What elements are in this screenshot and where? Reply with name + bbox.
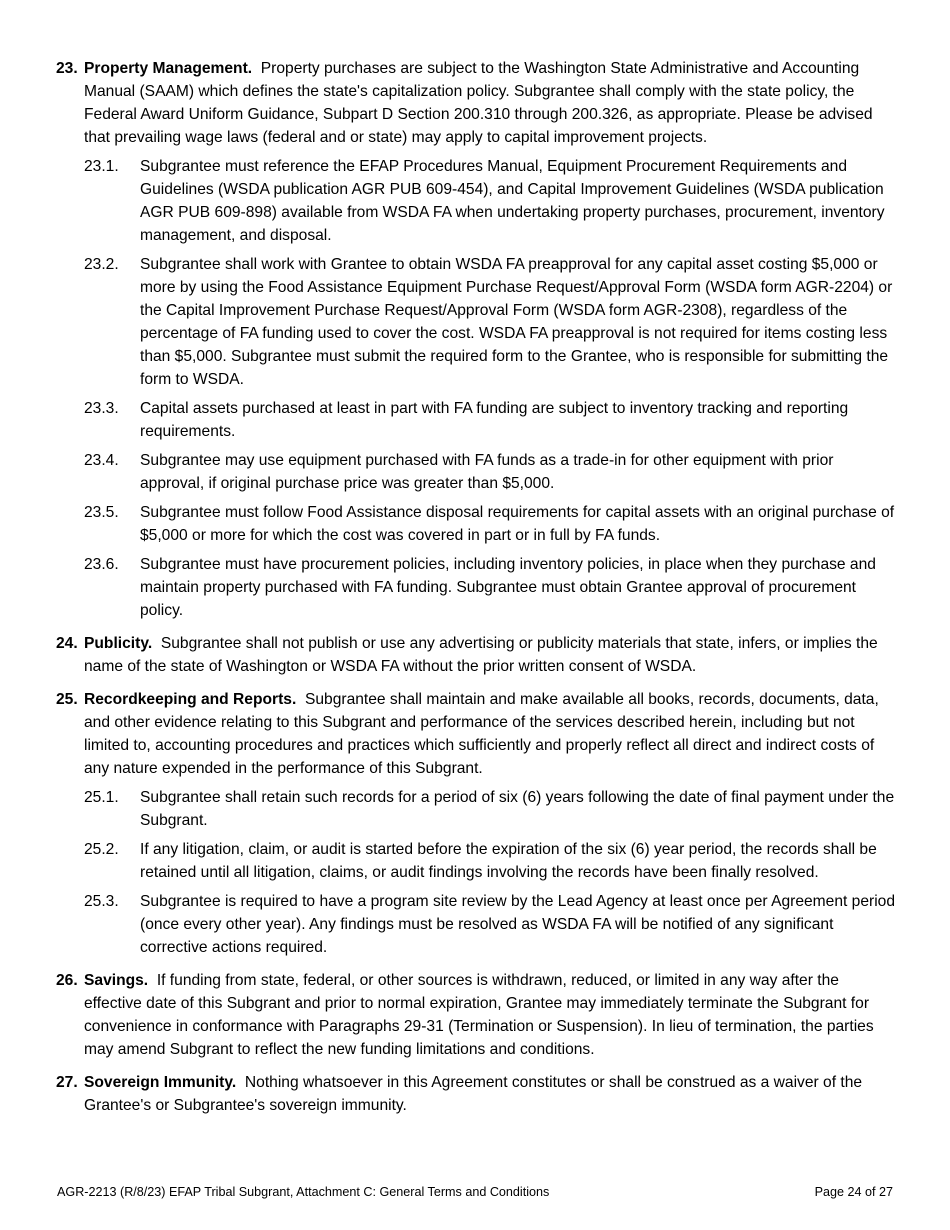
section-body [84, 969, 898, 1061]
section-text: Subgrantee shall maintain and make available all books, records, documents, data, and other evidence relating to this Subgrant and performance of the services described herein, including but not limited to, accounting procedures and practices which sufficiently and properly reflect all direct and indirect costs of any nature expended in the performance of this Subgrant. [84, 691, 879, 777]
subsection-text: If any litigation, claim, or audit is started before the expiration of the six (6) year period, the records shall be retained until all litigation, claims, or audit findings involving the records have been finally resolved. [140, 841, 877, 881]
section-text: Nothing whatsoever in this Agreement constitutes or shall be construed as a waiver of the Grantee's or Subgrantee's sovereign immunity. [84, 1074, 863, 1114]
section-number: 24. [56, 635, 78, 652]
section-text: Property purchases are subject to the Washington State Administrative and Accounting Manual (SAAM) which defines the state's capitalization policy. Subgrantee shall comply with the state policy, the Federal Award Uniform Guidance, Subpart D Section 200.310 through 200.326, as appropriate. Please be advised that prevailing wage laws (federal and or state) may apply to capital improvement projects. [84, 60, 873, 146]
section-body [84, 632, 898, 678]
section-paragraph [84, 688, 898, 780]
subsection [84, 155, 898, 247]
subsection-text: Subgrantee is required to have a program site review by the Lead Agency at least once per Agreement period (once every other year). Any findings must be resolved as WSDA FA will be notified of any significant corrective actions required. [140, 893, 896, 956]
footer-form-id: AGR-2213 (R/8/23) EFAP Tribal Subgrant, Attachment C: General Terms and Conditions [57, 1185, 550, 1199]
section [56, 969, 898, 1061]
section-title: Publicity. [84, 635, 153, 652]
subsection-text: Subgrantee may use equipment purchased with FA funds as a trade-in for other equipment with prior approval, if original purchase price was greater than $5,000. [140, 452, 834, 492]
section [56, 688, 898, 959]
section-title: Recordkeeping and Reports. [84, 691, 297, 708]
section-text: Subgrantee shall not publish or use any advertising or publicity materials that state, infers, or implies the name of the state of Washington or WSDA FA without the prior written consent of WSDA. [84, 635, 878, 675]
subsection-list [84, 155, 898, 622]
section-body [84, 688, 898, 959]
subsection-text: Subgrantee must have procurement policies, including inventory policies, in place when they purchase and maintain property purchased with FA funding. Subgrantee must obtain Grantee approval of procurement policy. [140, 556, 876, 619]
subsection [84, 397, 898, 443]
section-paragraph [84, 632, 898, 678]
section-number: 27. [56, 1074, 78, 1091]
subsection-number: 23.3. [84, 400, 119, 417]
section-paragraph [84, 969, 898, 1061]
section-title: Property Management. [84, 60, 253, 77]
page-footer [57, 1183, 893, 1201]
section-body [84, 57, 898, 622]
document-body [56, 57, 898, 1127]
section [56, 632, 898, 678]
subsection [84, 501, 898, 547]
section-paragraph [84, 1071, 898, 1117]
section-number: 25. [56, 691, 78, 708]
subsection-list [84, 786, 898, 959]
subsection-text: Capital assets purchased at least in part with FA funding are subject to inventory tracking and reporting requirements. [140, 400, 849, 440]
subsection-number: 25.3. [84, 893, 119, 910]
subsection [84, 786, 898, 832]
subsection-text: Subgrantee shall work with Grantee to obtain WSDA FA preapproval for any capital asset costing $5,000 or more by using the Food Assistance Equipment Purchase Request/Approval Form (WSDA form AGR-2204) or the Capital Improvement Purchase Request/Approval Form (WSDA form AGR-2308), regardless of the percentage of FA funding used to cover the cost. WSDA FA preapproval is not required for items costing less than $5,000. Subgrantee must submit the required form to the Grantee, who is responsible for submitting the form to WSDA. [140, 256, 893, 388]
section-number: 26. [56, 972, 78, 989]
subsection-text: Subgrantee shall retain such records for a period of six (6) years following the date of final payment under the Subgrant. [140, 789, 895, 829]
subsection [84, 449, 898, 495]
subsection-text: Subgrantee must reference the EFAP Procedures Manual, Equipment Procurement Requirements and Guidelines (WSDA publication AGR PUB 609-454), and Capital Improvement Guidelines (WSDA publication AGR PUB 609-898) available from WSDA FA when undertaking property purchases, procurement, inventory management, and disposal. [140, 158, 885, 244]
subsection-number: 25.2. [84, 841, 119, 858]
subsection-number: 25.1. [84, 789, 119, 806]
subsection [84, 838, 898, 884]
subsection-number: 23.4. [84, 452, 119, 469]
section-number: 23. [56, 60, 78, 77]
section [56, 1071, 898, 1117]
section-body [84, 1071, 898, 1117]
footer-page-number: Page 24 of 27 [814, 1185, 893, 1199]
subsection [84, 553, 898, 622]
subsection [84, 253, 898, 391]
section-title: Savings. [84, 972, 149, 989]
subsection-number: 23.5. [84, 504, 119, 521]
section [56, 57, 898, 622]
subsection-text: Subgrantee must follow Food Assistance disposal requirements for capital assets with an original purchase of $5,000 or more for which the cost was covered in part or in full by FA funds. [140, 504, 895, 544]
subsection [84, 890, 898, 959]
subsection-number: 23.1. [84, 158, 119, 175]
section-paragraph [84, 57, 898, 149]
subsection-number: 23.2. [84, 256, 119, 273]
subsection-number: 23.6. [84, 556, 119, 573]
section-text: If funding from state, federal, or other sources is withdrawn, reduced, or limited in any way after the effective date of this Subgrant and prior to normal expiration, Grantee may immediately terminate the Subgrant for convenience in conformance with Paragraphs 29-31 (Termination or Suspension). In lieu of termination, the parties may amend Subgrant to reflect the new funding limitations and conditions. [84, 972, 874, 1058]
section-title: Sovereign Immunity. [84, 1074, 237, 1091]
